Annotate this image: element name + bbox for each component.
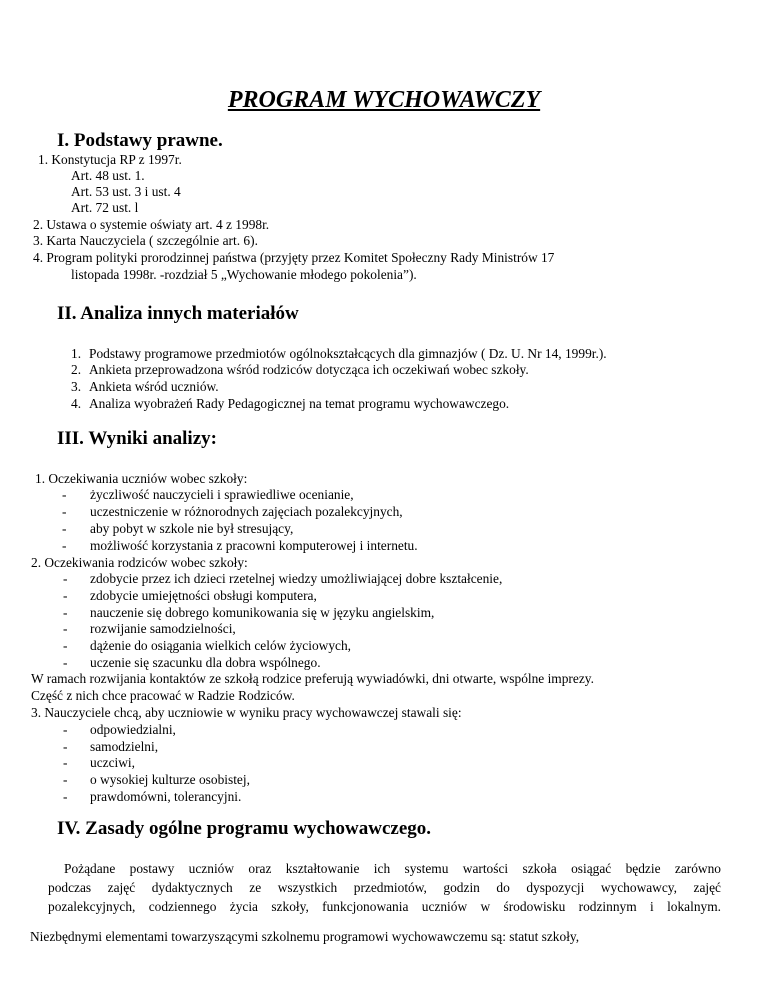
list-dash: - — [63, 789, 68, 804]
list-dash: - — [63, 722, 68, 737]
s3-p3-title: 3. Nauczyciele chcą, aby uczniowie w wyniku pracy wychowawczej stawali się: — [31, 705, 462, 720]
s3-p1-item: aby pobyt w szkole nie był stresujący, — [90, 521, 294, 536]
s3-p2-item: zdobycie umiejętności obsługi komputera, — [90, 588, 317, 603]
list-dash: - — [62, 487, 67, 502]
s1-line: 3. Karta Nauczyciela ( szczególnie art. 6). — [33, 233, 258, 248]
s2-item-text: Ankieta przeprowadzona wśród rodziców dotycząca ich oczekiwań wobec szkoły. — [89, 362, 529, 377]
s1-line: 2. Ustawa o systemie oświaty art. 4 z 1998r. — [33, 217, 270, 232]
s1-line: 4. Program polityki prorodzinnej państwa (przyjęty przez Komitet Społeczny Rady Ministrów 17 — [33, 250, 555, 265]
s3-p2-item: zdobycie przez ich dzieci rzetelnej wiedzy umożliwiającej dobre kształcenie, — [90, 571, 503, 586]
list-dash: - — [63, 605, 68, 620]
s3-p2-note: W ramach rozwijania kontaktów ze szkołą rodzice preferują wywiadówki, dni otwarte, wspólne imprezy. — [31, 671, 594, 686]
s3-p3-item: o wysokiej kulturze osobistej, — [90, 772, 250, 787]
list-dash: - — [62, 538, 67, 553]
s1-line: Art. 53 ust. 3 i ust. 4 — [71, 184, 181, 199]
s4-last-line: Niezbędnymi elementami towarzyszącymi szkolnemu programowi wychowawczemu są: statut szkoły, — [30, 929, 580, 944]
s2-item-number: 3. — [71, 379, 82, 394]
s2-item-number: 4. — [71, 396, 82, 411]
s3-p3-item: samodzielni, — [90, 739, 159, 754]
list-dash: - — [63, 739, 68, 754]
section-3-heading: III. Wyniki analizy: — [57, 428, 217, 449]
section-4-heading: IV. Zasady ogólne programu wychowawczego. — [57, 818, 432, 839]
section-1-heading: I. Podstawy prawne. — [57, 130, 223, 151]
s3-p2-item: dążenie do osiągania wielkich celów życiowych, — [90, 638, 352, 653]
s2-item-text: Ankieta wśród uczniów. — [89, 379, 219, 394]
s3-p2-note: Część z nich chce pracować w Radzie Rodziców. — [31, 688, 295, 703]
document-title: PROGRAM WYCHOWAWCZY — [227, 87, 541, 113]
s2-item-number: 1. — [71, 346, 82, 361]
s1-line: listopada 1998r. -rozdział 5 „Wychowanie młodego pokolenia”). — [71, 267, 417, 282]
s3-p3-item: prawdomówni, tolerancyjni. — [90, 789, 242, 804]
s1-line: Art. 48 ust. 1. — [71, 168, 145, 183]
list-dash: - — [63, 755, 68, 770]
list-dash: - — [63, 772, 68, 787]
list-dash: - — [63, 588, 68, 603]
list-dash: - — [63, 621, 68, 636]
s2-item-text: Analiza wyobrażeń Rady Pedagogicznej na temat programu wychowawczego. — [89, 396, 510, 411]
list-dash: - — [62, 504, 67, 519]
s4-paragraph-line: podczas zajęć dydaktycznych ze wszystkich przedmiotów, godzin do dyspozycji wychowawcy, zajęć — [48, 880, 721, 895]
s3-p1-item: możliwość korzystania z pracowni komputerowej i internetu. — [90, 538, 418, 553]
list-dash: - — [63, 638, 68, 653]
s3-p2-item: uczenie się szacunku dla dobra wspólnego. — [90, 655, 321, 670]
s1-line: 1. Konstytucja RP z 1997r. — [38, 152, 182, 167]
s3-p1-item: życzliwość nauczycieli i sprawiedliwe ocenianie, — [90, 487, 354, 502]
s3-p2-item: nauczenie się dobrego komunikowania się w języku angielskim, — [90, 605, 435, 620]
s3-p3-item: odpowiedzialni, — [90, 722, 176, 737]
list-dash: - — [63, 571, 68, 586]
s3-p1-title: 1. Oczekiwania uczniów wobec szkoły: — [35, 471, 248, 486]
s3-p2-title: 2. Oczekiwania rodziców wobec szkoły: — [31, 555, 248, 570]
s3-p2-item: rozwijanie samodzielności, — [90, 621, 236, 636]
s2-item-number: 2. — [71, 362, 82, 377]
s1-line: Art. 72 ust. l — [71, 200, 139, 215]
s4-paragraph-line: pozalekcyjnych, codziennego życia szkoły, funkcjonowania uczniów w środowisku rodzinnym i lokalnym. — [48, 899, 721, 914]
s2-item-text: Podstawy programowe przedmiotów ogólnokształcących dla gimnazjów ( Dz. U. Nr 14, 1999r.). — [89, 346, 607, 361]
list-dash: - — [62, 521, 67, 536]
s3-p1-item: uczestniczenie w różnorodnych zajęciach pozalekcyjnych, — [90, 504, 403, 519]
s3-p3-item: uczciwi, — [90, 755, 135, 770]
section-2-heading: II. Analiza innych materiałów — [57, 303, 299, 324]
s4-paragraph-line: Pożądane postawy uczniów oraz kształtowanie ich systemu wartości szkoła osiągać będzie zarówno — [64, 861, 721, 876]
list-dash: - — [63, 655, 68, 670]
